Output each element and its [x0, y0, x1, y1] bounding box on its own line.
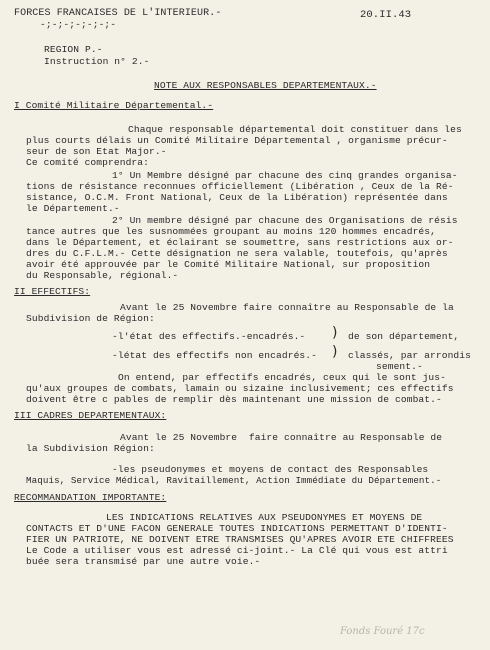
s3-p1-line: Avant le 25 Novembre faire connaître au Responsable de: [120, 432, 443, 443]
s1-p3-line: dres du C.F.L.M.- Cette désignation ne sera valable, toutefois, qu'après: [26, 248, 448, 259]
s3-p1-line: la Subdivision Région:: [26, 443, 155, 454]
item-right-text: sement.-: [376, 361, 423, 372]
s1-p2-line: tions de résistance reconnues officiellement (Libération , Ceux de la Ré-: [26, 181, 454, 192]
s1-p3-line: 2° Un membre désigné par chacune des Organisations de résis: [112, 215, 458, 226]
recommendation-heading: RECOMMANDATION IMPORTANTE:: [14, 492, 167, 503]
s4-line: Le Code a utiliser vous est adressé ci-joint.- La Clé qui vous est attri: [26, 545, 448, 556]
s4-line: FIER UN PATRIOTE, NE DOIVENT ETRE TRANSMISES QU'APRES AVOIR ETE CHIFFREES: [26, 534, 454, 545]
s1-p3-line: avoir été approuvée par le Comité Militaire National, sur proposition: [26, 259, 431, 270]
archive-pencil-note: Fonds Fouré 17c: [340, 626, 425, 637]
document-title: NOTE AUX RESPONSABLES DEPARTEMENTAUX.-: [154, 80, 377, 91]
item-right-text: classés, par arrondis: [348, 350, 472, 361]
section-1-heading: I Comité Militaire Départemental.-: [14, 100, 214, 111]
s1-p2-line: 1° Un Membre désigné par chacune des cinq grandes organisa-: [112, 170, 458, 181]
s2-p1-line: Avant le 25 Novembre faire connaître au Responsable de la: [120, 302, 454, 313]
brace-mark: ): [332, 344, 338, 360]
s2-p2-line: On entend, par effectifs encadrés, ceux qui le sont jus-: [118, 372, 447, 383]
section-3-heading: III CADRES DEPARTEMENTAUX:: [14, 410, 167, 421]
section-2-heading: II EFFECTIFS:: [14, 286, 91, 297]
org-name: FORCES FRANCAISES DE L'INTERIEUR.-: [14, 8, 222, 19]
s2-p2-line: qu'aux groupes de combats, lamain ou sizaine inclusivement; ces effectifs: [26, 383, 454, 394]
org-rule: -;-;-;-;-;-;-: [40, 19, 117, 30]
s3-p2-line: -les pseudonymes et moyens de contact des Responsables: [112, 464, 429, 475]
s4-line: buée sera transmisé par une autre voie.-: [26, 556, 261, 567]
s1-p3-line: dans le Département, et éclairant se soumettre, sans restrictions aux or-: [26, 237, 454, 248]
instruction-number: Instruction n° 2.-: [44, 56, 150, 67]
s4-line: CONTACTS ET D'UNE FACON GENERALE TOUTES INDICATIONS PERMETTANT D'IDENTI-: [26, 523, 448, 534]
s2-p2-line: doivent être c pables de remplir dès maintenant une mission de combat.-: [26, 394, 442, 405]
document-date: 20.II.43: [360, 9, 412, 21]
s1-p1-line: seur de son Etat Major.-: [26, 146, 167, 157]
s2-p1-line: Subdivision de Région:: [26, 313, 155, 324]
s1-p1-line: Ce comité comprendra:: [26, 157, 150, 168]
brace-mark: ): [332, 325, 338, 341]
effectifs-non-encadres-item: -létat des effectifs non encadrés.-: [112, 350, 318, 361]
s1-p2-line: le Département.-: [26, 203, 120, 214]
s1-p1-line: plus courts délais un Comité Militaire Départemental , organisme précur-: [26, 135, 448, 146]
item-right-text: de son département,: [348, 331, 460, 342]
s4-line: LES INDICATIONS RELATIVES AUX PSEUDONYMES ET MOYENS DE: [106, 512, 423, 523]
s3-p2-line: Maquis, Service Médical, Ravitaillement, Action Immédiate du Département.-: [26, 475, 442, 486]
s1-p3-line: du Responsable, régional.-: [26, 270, 179, 281]
s1-p2-line: sistance, O.C.M. Front National, Ceux de la Libération) représentée dans: [26, 192, 448, 203]
region-label: REGION P.-: [44, 44, 103, 55]
s1-p1-line: Chaque responsable départemental doit constituer dans les: [128, 124, 462, 135]
s1-p3-line: tance autres que les susnommées groupant au moins 120 hommes encadrés,: [26, 226, 437, 237]
effectifs-encadres-item: -l'état des effectifs.-encadrés.-: [112, 331, 306, 342]
